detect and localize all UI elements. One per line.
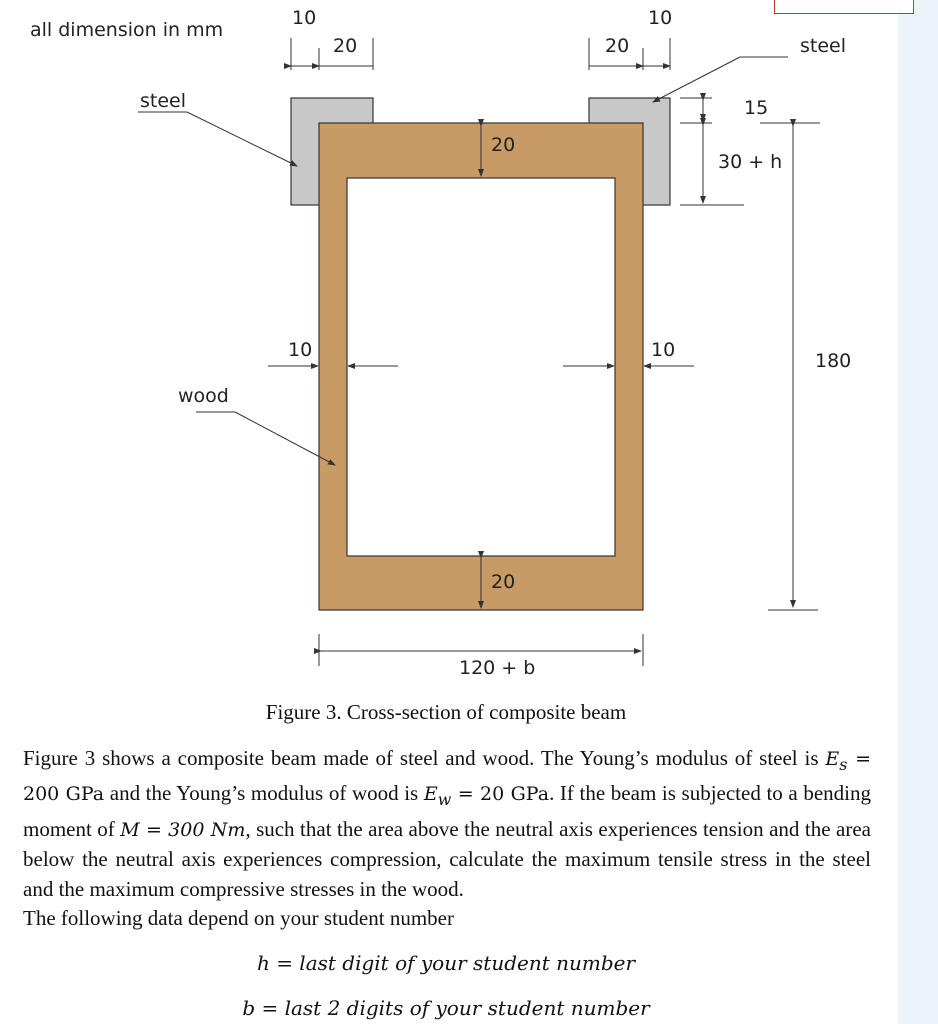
label-wood: wood [178,385,229,407]
bending-moment: M = 300 Nm [120,818,246,841]
problem-text-b: and the Young’s modulus of wood is [104,781,424,806]
dim-top-left-20: 20 [333,35,358,57]
dim-side-right-10: 10 [651,339,676,361]
youngs-modulus-wood: $E_w = 20$ GPa [423,783,550,810]
dim-steel-30-plus-h: 30 + h [718,151,783,173]
dim-top-left-10: 10 [292,7,317,29]
youngs-modulus-steel: $E_s = 200$ GPa [23,748,871,806]
dim-steel-15: 15 [744,97,769,119]
dim-top-right-10: 10 [648,7,673,29]
student-data-intro: The following data depend on your student number [23,906,454,930]
dim-width-120-plus-b: 120 + b [459,657,536,679]
label-steel-left: steel [140,90,187,112]
right-margin-strip [898,0,938,1024]
equation-b: b = last 2 digits of your student number [242,996,650,1020]
hollow-interior [347,178,615,556]
equation-h: h = last digit of your student number [256,951,636,975]
figure-caption: Figure 3. Cross-section of composite beam [265,700,627,724]
dim-top-right-20: 20 [605,35,630,57]
dim-height-180: 180 [815,350,852,372]
problem-text-a: Figure 3 shows a composite beam made of steel and wood. The Young’s modulus of steel is [23,746,826,770]
units-note: all dimension in mm [30,19,224,41]
problem-text-d: , such that the area above the neutral axis experiences tension and the area below the neutral axis experiences compression, calculate the maximum tensile stress in the steel and the maximum compressive stresses in the wood. [23,816,871,901]
problem-statement [23,744,871,904]
dim-inner-top-20: 20 [491,134,516,156]
dim-inner-bottom-20: 20 [491,571,516,593]
problem-text-c: . If the beam is subjected to a bending moment of [23,781,872,841]
dim-side-left-10: 10 [288,339,313,361]
label-steel-right: steel [800,35,847,57]
